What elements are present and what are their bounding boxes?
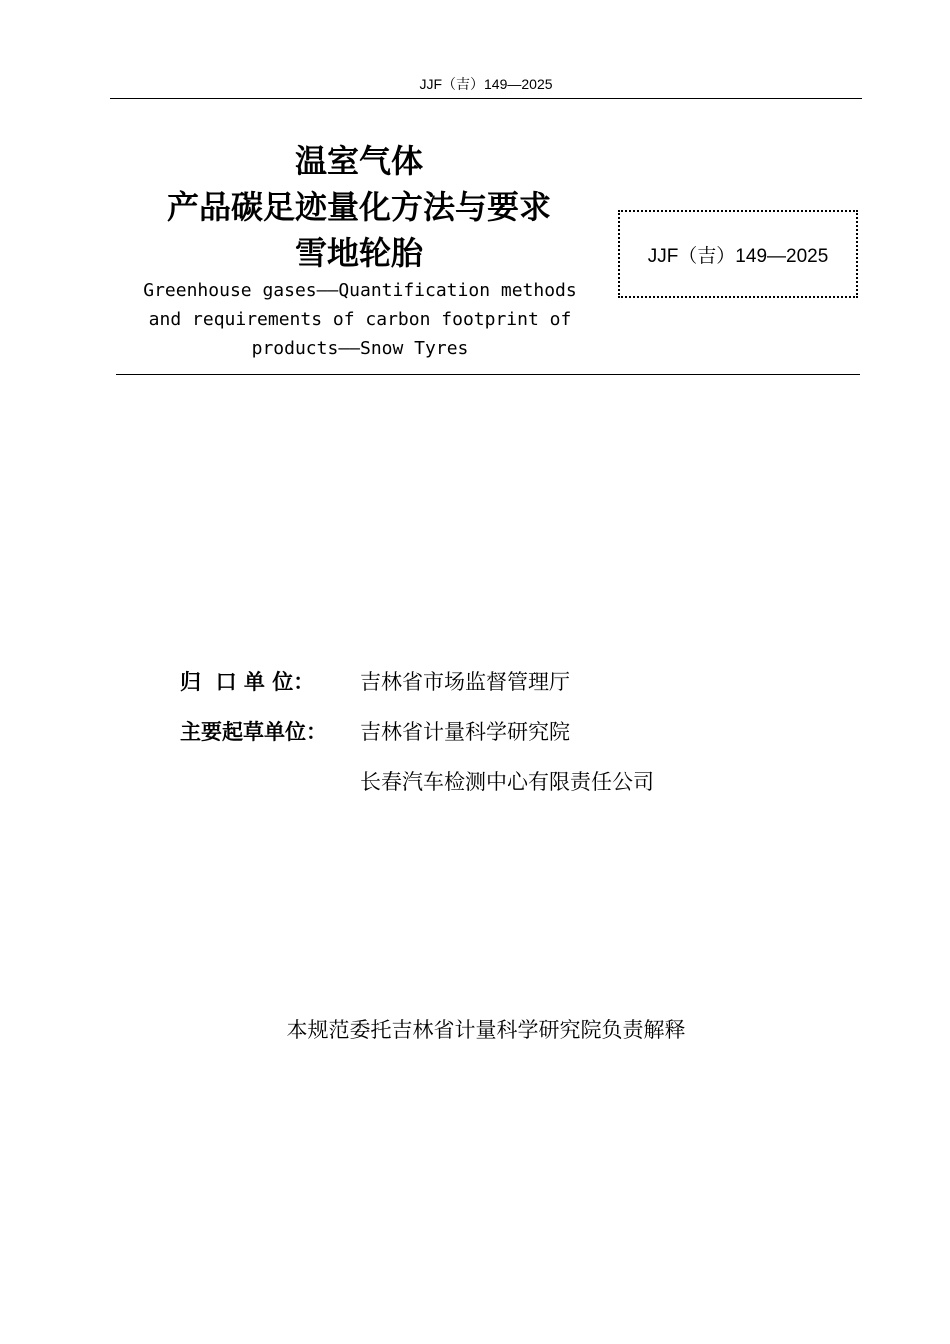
title-divider	[116, 374, 860, 375]
english-title-line-3: products——Snow Tyres	[251, 338, 469, 359]
drafting-value-2: 长春汽车检测中心有限责任公司	[360, 770, 654, 794]
drafting-label: 主要起草单位：	[180, 720, 327, 744]
drafting-row-2	[180, 766, 654, 796]
authority-label: 归 口 单 位：	[180, 670, 315, 694]
specification-code: JJF（吉）149—2025	[647, 245, 829, 267]
page-header-code: JJF（吉）149—2025	[419, 76, 553, 92]
drafting-value-1: 吉林省计量科学研究院	[360, 720, 570, 744]
header-divider	[110, 98, 862, 99]
title-line-1: 温室气体	[294, 142, 423, 180]
english-title	[110, 276, 610, 363]
specification-code-box	[618, 210, 858, 298]
title-line-3: 雪地轮胎	[294, 234, 423, 272]
title-line-2: 产品碳足迹量化方法与要求	[166, 188, 551, 226]
english-title-line-1: Greenhouse gases——Quantification methods	[143, 280, 577, 301]
interpretation-note: 本规范委托吉林省计量科学研究院负责解释	[286, 1018, 686, 1042]
authority-value: 吉林省市场监督管理厅	[360, 670, 570, 694]
chinese-title	[110, 138, 608, 276]
drafting-row	[180, 716, 570, 746]
english-title-line-2: and requirements of carbon footprint of	[148, 309, 572, 330]
authority-row	[180, 666, 570, 696]
